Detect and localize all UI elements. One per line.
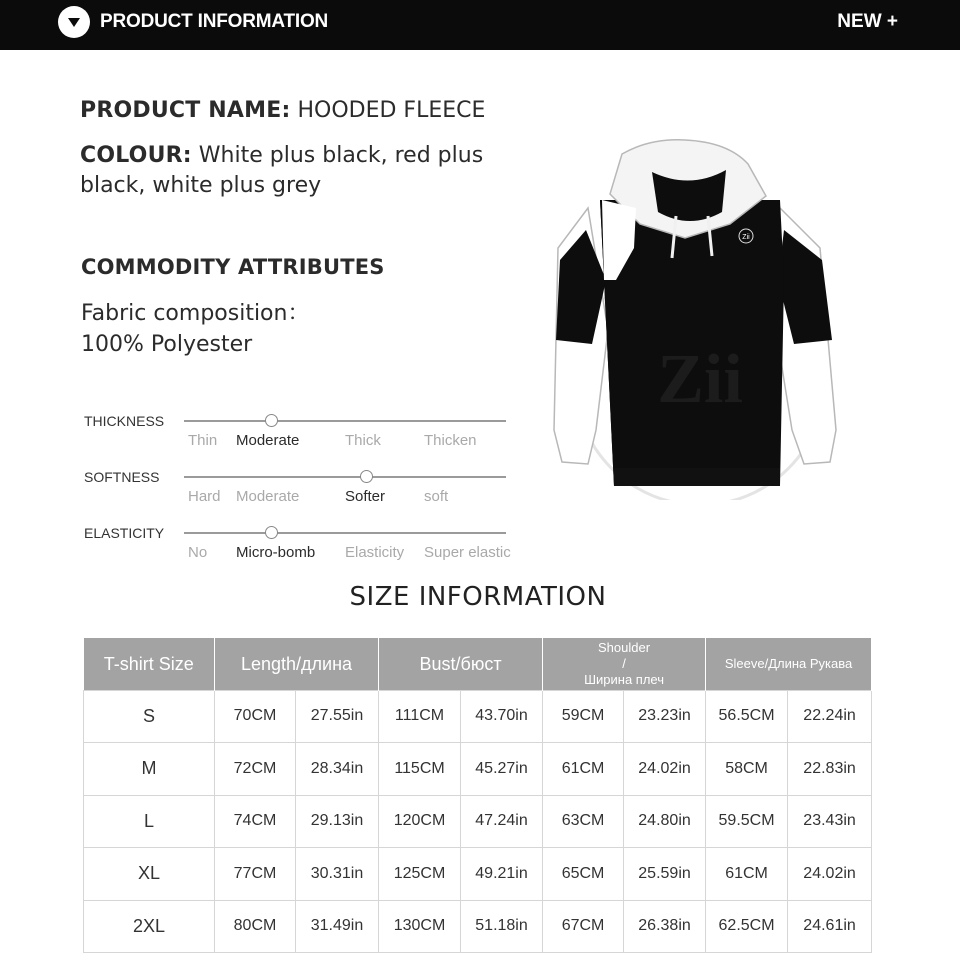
table-cell: 74CM <box>215 795 296 848</box>
table-cell: 23.23in <box>624 690 706 743</box>
table-cell-size: L <box>84 795 215 848</box>
table-cell: 62.5CM <box>706 900 788 953</box>
table-cell: 49.21in <box>461 848 543 901</box>
header-sleeve: Sleeve/Длина Рукава <box>706 638 872 690</box>
table-cell: 25.59in <box>624 848 706 901</box>
table-cell: 80CM <box>215 900 296 953</box>
softness-option: Moderate <box>236 488 300 505</box>
thickness-knob <box>265 414 278 427</box>
hoodie-image <box>540 130 850 500</box>
elasticity-option: No <box>188 544 208 561</box>
table-cell: 43.70in <box>461 690 543 743</box>
table-cell: 58CM <box>706 743 788 796</box>
table-cell: 22.83in <box>788 743 872 796</box>
header-shoulder-line-1: Shoulder <box>598 639 651 655</box>
new-button[interactable]: NEW + <box>837 11 898 32</box>
table-row <box>84 900 872 953</box>
table-cell: 26.38in <box>624 900 706 953</box>
table-cell: 61CM <box>543 743 624 796</box>
table-cell: 24.02in <box>624 743 706 796</box>
table-cell: 70CM <box>215 690 296 743</box>
thickness-option-selected: Moderate <box>236 432 300 449</box>
table-cell: 45.27in <box>461 743 543 796</box>
table-cell: 115CM <box>379 743 461 796</box>
header-shoulder <box>543 638 706 690</box>
thickness-track <box>184 420 506 422</box>
elasticity-option-selected: Micro-bomb <box>236 544 316 561</box>
table-row <box>84 743 872 796</box>
table-cell: 111CM <box>379 690 461 743</box>
table-cell-size: XL <box>84 848 215 901</box>
table-cell: 120CM <box>379 795 461 848</box>
header-shoulder-line-3: Ширина плеч <box>584 671 664 687</box>
table-cell: 59.5CM <box>706 795 788 848</box>
table-cell: 30.31in <box>296 848 379 901</box>
size-information-title: SIZE INFORMATION <box>349 582 607 612</box>
product-name-line <box>80 98 485 123</box>
softness-option: soft <box>424 488 449 505</box>
watermark-text: Zii <box>657 341 743 418</box>
softness-knob <box>360 470 373 483</box>
table-cell-size: S <box>84 690 215 743</box>
header-size: T-shirt Size <box>84 638 215 690</box>
table-cell: 24.02in <box>788 848 872 901</box>
elasticity-option: Elasticity <box>345 544 405 561</box>
elasticity-option: Super elastic <box>424 544 511 561</box>
logo-text: Zii <box>742 234 750 241</box>
table-cell: 77CM <box>215 848 296 901</box>
table-cell: 72CM <box>215 743 296 796</box>
table-row <box>84 848 872 901</box>
table-cell: 65CM <box>543 848 624 901</box>
thickness-option: Thin <box>188 432 218 449</box>
chevron-down-icon[interactable] <box>58 6 90 38</box>
table-cell: 23.43in <box>788 795 872 848</box>
thickness-label: THICKNESS <box>84 413 165 429</box>
table-cell-size: M <box>84 743 215 796</box>
header-length: Length/длина <box>215 638 379 690</box>
softness-option-selected: Softer <box>345 488 386 505</box>
header-bust: Bust/бюст <box>379 638 543 690</box>
softness-track <box>184 476 506 478</box>
softness-label: SOFTNESS <box>84 469 160 485</box>
product-name-label: PRODUCT NAME: <box>80 98 291 123</box>
table-cell: 56.5CM <box>706 690 788 743</box>
table-cell: 27.55in <box>296 690 379 743</box>
table-cell: 130CM <box>379 900 461 953</box>
thickness-option: Thick <box>345 432 381 449</box>
table-cell: 61CM <box>706 848 788 901</box>
table-cell: 24.61in <box>788 900 872 953</box>
table-cell: 28.34in <box>296 743 379 796</box>
table-row <box>84 795 872 848</box>
header-bar <box>0 0 960 50</box>
fabric-composition-value: 100% Polyester <box>81 332 253 357</box>
table-cell: 47.24in <box>461 795 543 848</box>
thickness-option: Thicken <box>424 432 477 449</box>
table-cell: 125CM <box>379 848 461 901</box>
commodity-attributes-title: COMMODITY ATTRIBUTES <box>81 255 385 279</box>
fabric-composition-label: Fabric composition： <box>81 301 310 326</box>
colour-value: White plus black, red plus black, white plus grey <box>80 143 484 198</box>
size-table <box>83 638 871 953</box>
table-header-row <box>84 638 872 690</box>
table-cell: 67CM <box>543 900 624 953</box>
elasticity-knob <box>265 526 278 539</box>
table-cell: 59CM <box>543 690 624 743</box>
table-cell: 31.49in <box>296 900 379 953</box>
table-cell-size: 2XL <box>84 900 215 953</box>
table-cell: 63CM <box>543 795 624 848</box>
table-cell: 51.18in <box>461 900 543 953</box>
colour-line <box>80 141 520 201</box>
table-cell: 22.24in <box>788 690 872 743</box>
elasticity-label: ELASTICITY <box>84 525 165 541</box>
elasticity-track <box>184 532 506 534</box>
header-title: PRODUCT INFORMATION <box>100 11 329 32</box>
product-name-value: HOODED FLEECE <box>297 98 486 123</box>
header-shoulder-line-2: / <box>622 655 626 671</box>
table-cell: 24.80in <box>624 795 706 848</box>
softness-option: Hard <box>188 488 221 505</box>
table-row <box>84 690 872 743</box>
colour-label: COLOUR: <box>80 143 192 168</box>
table-cell: 29.13in <box>296 795 379 848</box>
